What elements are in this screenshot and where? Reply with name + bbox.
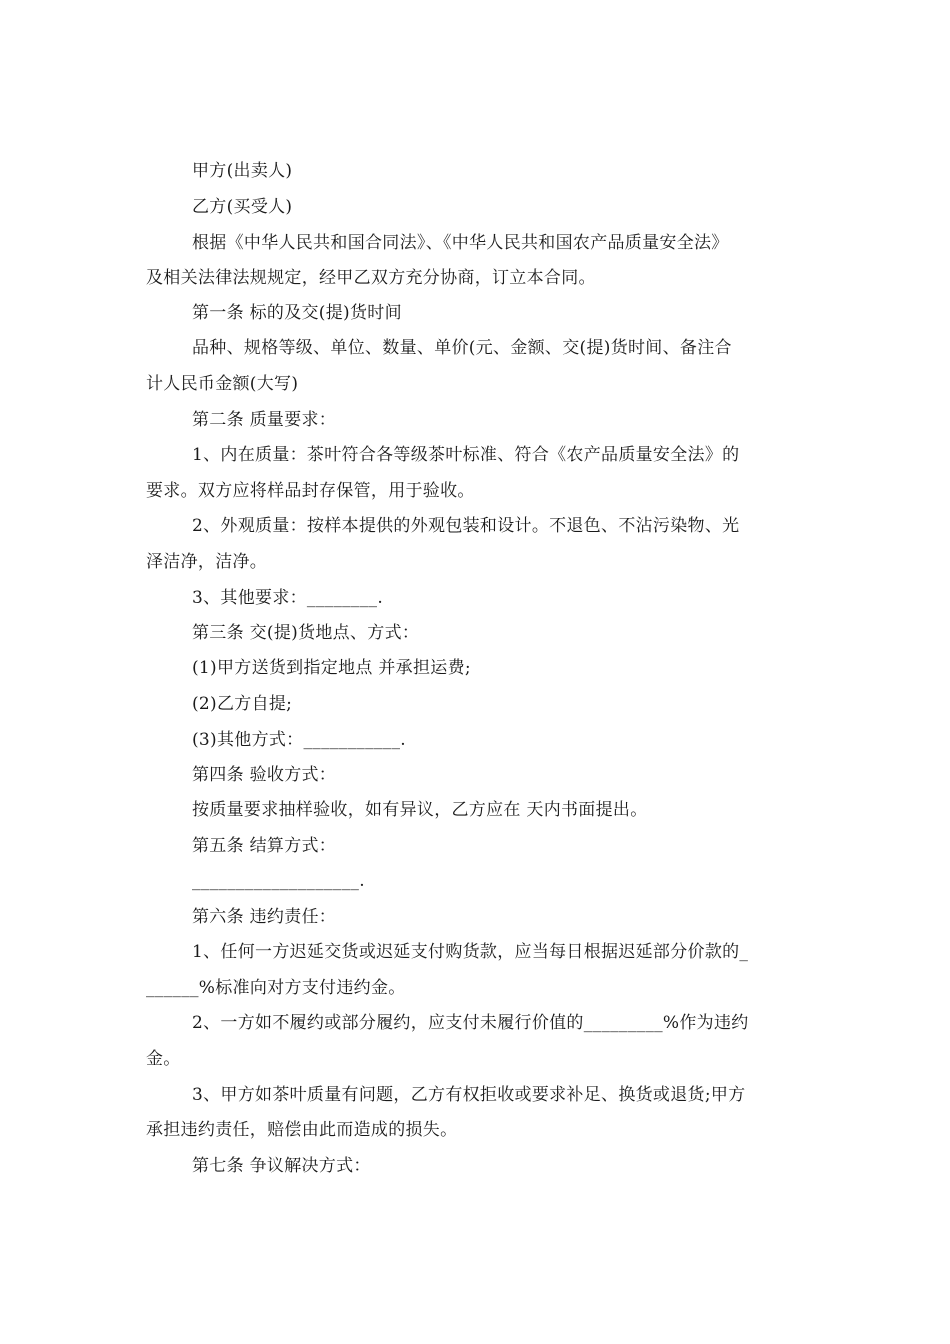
article-6-item-1-line-2: ______%标准向对方支付违约金。 (146, 978, 406, 998)
article-4-heading: 第四条 验收方式： (192, 765, 337, 785)
article-1-line-1: 品种、规格等级、单位、数量、单价(元、金额、交(提)货时间、备注合 (192, 338, 732, 358)
article-7-heading: 第七条 争议解决方式： (192, 1156, 371, 1176)
article-1-line-2: 计人民币金额(大写) (146, 374, 299, 394)
article-6-heading: 第六条 违约责任： (192, 907, 337, 927)
party-b-line: 乙方(买受人) (192, 197, 293, 217)
article-6-item-3-line-1: 3、甲方如茶叶质量有问题，乙方有权拒收或要求补足、换货或退货;甲方 (192, 1085, 746, 1105)
article-5-blank: ___________________. (192, 871, 365, 891)
article-2-item-1-line-2: 要求。双方应将样品封存保管，用于验收。 (146, 481, 475, 501)
article-2-heading: 第二条 质量要求： (192, 410, 337, 430)
article-5-heading: 第五条 结算方式： (192, 836, 337, 856)
article-3-option-2: (2)乙方自提; (192, 694, 293, 714)
article-3-option-1: (1)甲方送货到指定地点 并承担运费; (192, 658, 471, 678)
article-2-item-1-line-1: 1、内在质量：茶叶符合各等级茶叶标准、符合《农产品质量安全法》的 (192, 445, 740, 465)
preamble-line-1: 根据《中华人民共和国合同法》、《中华人民共和国农产品质量安全法》 (192, 233, 729, 253)
article-6-item-2-line-2: 金。 (146, 1049, 181, 1069)
article-6-item-3-line-2: 承担违约责任，赔偿由此而造成的损失。 (146, 1120, 458, 1140)
article-3-option-3: (3)其他方式：___________. (192, 730, 406, 750)
article-6-item-1-line-1: 1、任何一方迟延交货或迟延支付购货款，应当每日根据迟延部分价款的_ (192, 942, 749, 962)
article-4-body: 按质量要求抽样验收，如有异议，乙方应在 天内书面提出。 (192, 800, 648, 820)
article-2-item-2-line-2: 泽洁净，洁净。 (146, 552, 268, 572)
article-2-item-3: 3、其他要求：________. (192, 588, 384, 608)
article-1-heading: 第一条 标的及交(提)货时间 (192, 303, 402, 323)
article-2-item-2-line-1: 2、外观质量：按样本提供的外观包装和设计。不退色、不沾污染物、光 (192, 516, 740, 536)
article-3-heading: 第三条 交(提)货地点、方式： (192, 623, 420, 643)
preamble-line-2: 及相关法律法规规定，经甲乙双方充分协商，订立本合同。 (146, 268, 596, 288)
party-a-line: 甲方(出卖人) (192, 161, 293, 181)
article-6-item-2-line-1: 2、一方如不履约或部分履约，应支付未履行价值的_________%作为违约 (192, 1013, 749, 1033)
